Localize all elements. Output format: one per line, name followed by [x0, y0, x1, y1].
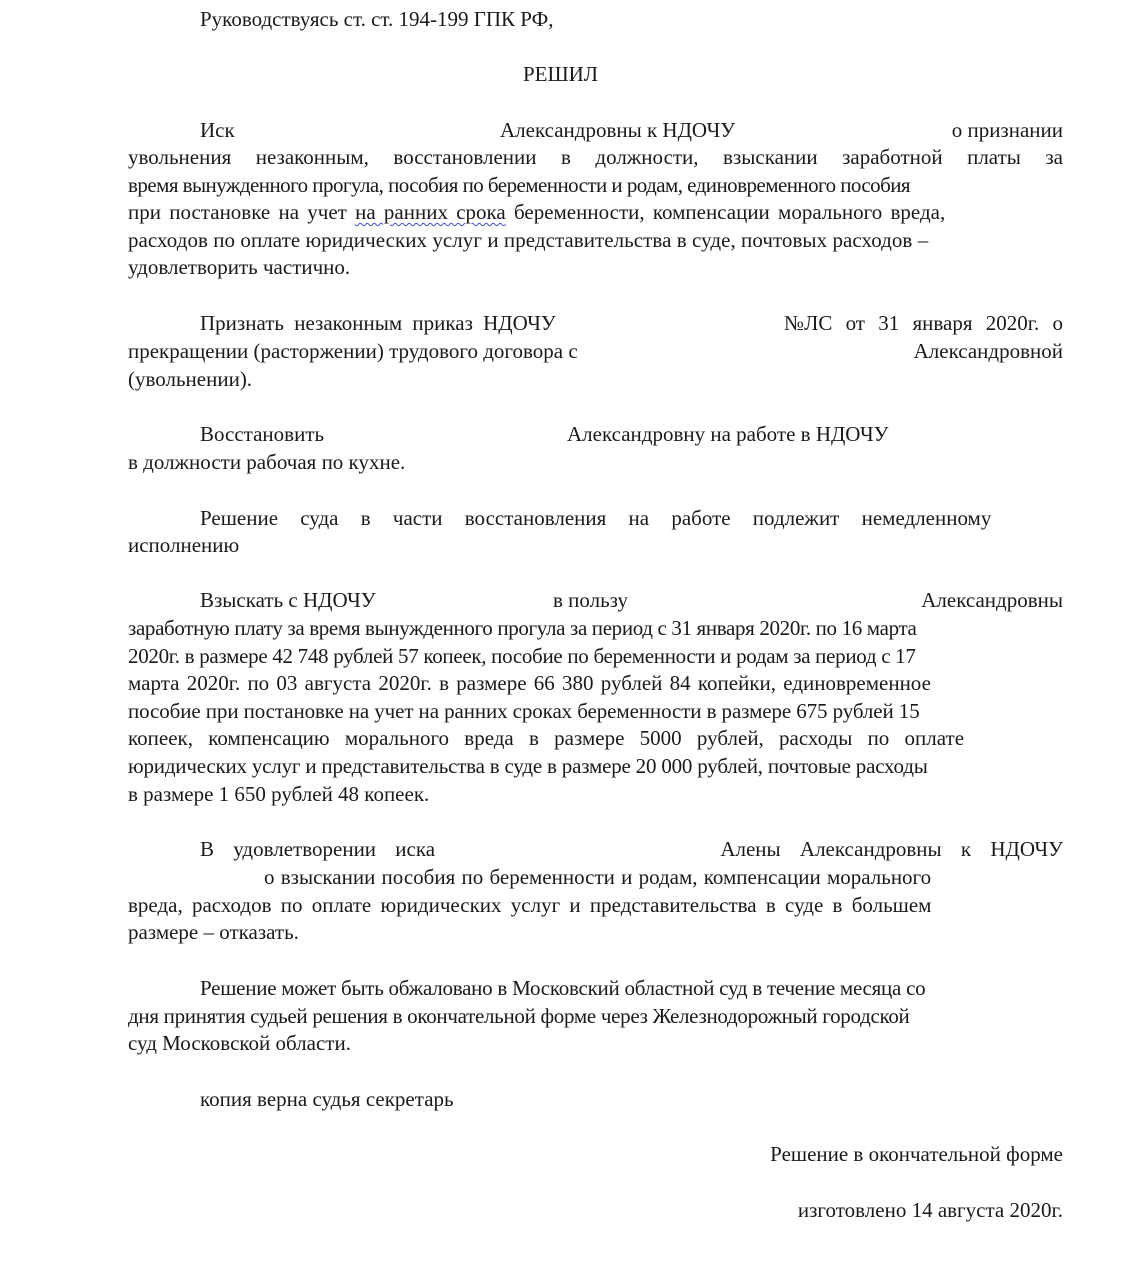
text-line: заработную плату за время вынужденного прогула за период с 31 января 2020г. по 16 марта [128, 616, 917, 640]
text-line: пособие при постановке на учет на ранних сроках беременности в размере 675 рублей 15 [128, 699, 920, 723]
text-line: 2020г. в размере 42 748 рублей 57 копеек, пособие по беременности и родам за период с 17 [128, 644, 916, 668]
text-line: юридических услуг и представительства в суде в размере 20 000 рублей, почтовые расходы [128, 754, 928, 778]
text-line: Решение может быть обжаловано в Московский областной суд в течение месяца со [200, 976, 926, 1000]
recover-from: Взыскать с НДОЧУ [200, 588, 376, 612]
claim-parties: Александровны к НДОЧУ [500, 118, 736, 142]
denial-text: В удовлетворении иска [200, 837, 436, 861]
text-line: марта 2020г. по 03 августа 2020г. в размере 66 380 рублей 84 копейки, единовременное [128, 671, 931, 695]
text-line: время вынужденного прогула, пособия по беременности и родам, единовременного пособия [128, 173, 911, 197]
preamble: Руководствуясь ст. ст. 194-199 ГПК РФ, [200, 7, 554, 31]
spellcheck-flagged-text[interactable]: на ранних срока [355, 200, 506, 224]
text-line: размере – отказать. [128, 920, 299, 944]
order-number-date: №ЛС от 31 января 2020г. о [784, 311, 1063, 335]
denial-parties: Алены Александровны к НДОЧУ [720, 837, 1063, 861]
text-line: в размере 1 650 рублей 48 копеек. [128, 782, 430, 806]
claim-subject: о признании [951, 118, 1063, 142]
order-text: Признать незаконным приказ НДОЧУ [200, 311, 556, 335]
text-line: расходов по оплате юридических услуг и представительства в суде, почтовых расходов – [128, 228, 929, 252]
text-line: вреда, расходов по оплате юридических услуг и представительства в суде в большем [128, 893, 932, 917]
text-line: суд Московской области. [128, 1031, 351, 1055]
text-line: в должности рабочая по кухне. [128, 450, 406, 474]
final-form-label: Решение в окончательной форме [770, 1142, 1063, 1166]
in-favor-of: в пользу [553, 588, 629, 612]
employee-name: Александровной [913, 339, 1063, 363]
claimant-patronymic: Александровны [921, 588, 1063, 612]
text-line: исполнению [128, 533, 240, 557]
contract-termination-text: прекращении (расторжении) трудового договора с [128, 339, 578, 363]
final-form-date: изготовлено 14 августа 2020г. [797, 1198, 1063, 1222]
decision-heading: РЕШИЛ [522, 62, 599, 86]
copy-certification: копия верна судья секретарь [200, 1087, 454, 1111]
text-line: копеек, компенсацию морального вреда в размере 5000 рублей, расходы по оплате [128, 726, 965, 750]
text-line: Решение суда в части восстановления на работе подлежит немедленному [200, 506, 992, 530]
reinstate-text: Восстановить [200, 422, 325, 446]
text-line: (увольнении). [128, 367, 253, 391]
text-line: увольнения незаконным, восстановлении в должности, взыскании заработной платы за [128, 145, 1063, 169]
claim-intro: Иск [200, 118, 235, 142]
text-line: о взыскании пособия по беременности и родам, компенсации морального [264, 865, 932, 889]
text-line: при постановке на учет на ранних срока беременности, компенсации морального вреда, [128, 200, 946, 224]
text-line: удовлетворить частично. [128, 255, 351, 279]
reinstate-employee: Александровну на работе в НДОЧУ [567, 422, 889, 446]
text-line: дня принятия судьей решения в окончательной форме через Железнодорожный городской [128, 1004, 910, 1028]
